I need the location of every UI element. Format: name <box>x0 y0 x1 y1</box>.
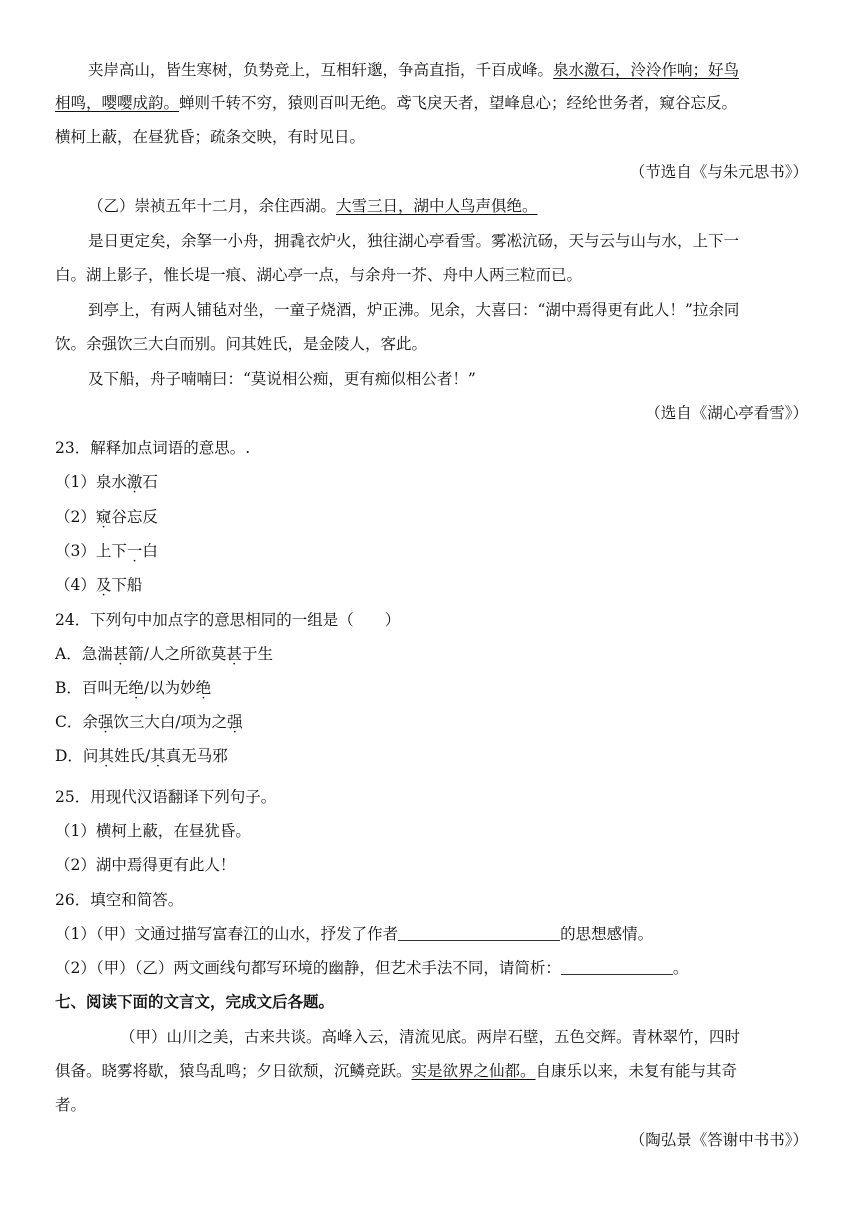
q23-item-3 <box>55 539 808 563</box>
text: （4） <box>55 576 96 594</box>
dotted-char: 其 <box>150 747 166 765</box>
passage-jia-source: （节选自《与朱元思书》） <box>629 163 808 181</box>
text: 夹岸高山，皆生寒树，负势竞上，互相轩邈，争高直指，千百成峰。 <box>88 61 554 79</box>
text: 白 <box>142 542 158 560</box>
q23-title: 23．解释加点词语的意思。. <box>55 439 251 457</box>
text: 。 <box>672 959 689 977</box>
text: 下船 <box>111 576 143 594</box>
dotted-char: 其 <box>98 747 114 765</box>
text: 箭/人之所欲莫 <box>128 645 227 663</box>
q23-item-4 <box>55 573 808 597</box>
q25-item-1: （1）横柯上蔽，在昼犹昏。 <box>55 822 251 840</box>
text: 石 <box>142 473 158 491</box>
dotted-char: 甚 <box>112 645 129 663</box>
text: （乙）崇祯五年十二月，余住西湖。 <box>88 197 337 215</box>
q26-title: 26．填空和简答。 <box>55 891 184 909</box>
underlined-sentence: 相鸣，嘤嘤成韵。 <box>55 94 180 112</box>
q24-option-d <box>55 744 808 768</box>
q26-item-2 <box>55 956 808 980</box>
text: 谷忘反 <box>111 508 158 526</box>
text: /以为妙 <box>143 679 196 697</box>
q24-option-a <box>55 642 808 666</box>
section-7-line-2 <box>55 1059 808 1083</box>
text: 的思想感情。 <box>560 925 654 943</box>
dotted-char: 及 <box>95 576 112 594</box>
text: 姓氏/ <box>113 747 151 765</box>
passage-yi-source: （选自《湖心亭看雪》） <box>645 404 808 422</box>
text: （2） <box>55 508 96 526</box>
text: 蝉则千转不穷，猿则百叫无绝。鸢飞戾天者，望峰息心；经纶世务者，窥谷忘反。 <box>179 94 738 112</box>
passage-jia-line-3: 横柯上蔽，在昼犹昏；疏条交映，有时见日。 <box>55 128 366 146</box>
text: 自康乐以来，未复有能与其奇 <box>535 1062 738 1080</box>
passage-yi-line-1 <box>88 194 808 218</box>
passage-yi-para-3b: 饮。余强饮三大白而别。问其姓氏，是金陵人，客此。 <box>55 335 428 353</box>
q24-title: 24．下列句中加点字的意思相同的一组是（ ） <box>55 611 401 629</box>
dotted-char: 激 <box>126 473 143 491</box>
q25-title: 25．用现代汉语翻译下列句子。 <box>55 788 277 806</box>
section-7-source: （陶弘景《答谢中书书》） <box>629 1131 808 1149</box>
passage-yi-para-3a: 到亭上，有两人铺毡对坐，一童子烧酒，炉正沸。见余，大喜曰：“湖中焉得更有此人！”拉余同 <box>88 301 740 319</box>
section-7-line-1: （甲）山川之美，古来共谈。高峰入云，清流见底。两岸石壁，五色交辉。青林翠竹，四时 <box>120 1028 741 1046</box>
text: A．急湍 <box>55 645 113 663</box>
underlined-sentence: 大雪三日，湖中人鸟声俱绝。 <box>336 197 538 215</box>
answer-blank[interactable] <box>398 924 560 941</box>
text: 饮三大白/项为之 <box>113 713 228 731</box>
text: C．余 <box>55 713 98 731</box>
dotted-char: 强 <box>97 713 114 731</box>
q24-option-c <box>55 710 808 734</box>
section-7-line-3: 者。 <box>55 1096 87 1114</box>
q23-item-2 <box>55 505 808 529</box>
passage-yi-para-4: 及下船，舟子喃喃曰：“莫说相公痴，更有痴似相公者！” <box>88 370 476 388</box>
dotted-char: 一 <box>126 542 143 560</box>
q24-option-b <box>55 676 808 700</box>
text: （1）泉水 <box>55 473 127 491</box>
q25-item-2: （2）湖中焉得更有此人！ <box>55 856 236 874</box>
dotted-char: 窥 <box>95 508 112 526</box>
dotted-char: 绝 <box>195 679 212 697</box>
text: 于生 <box>241 645 273 663</box>
text: B．百叫无 <box>55 679 129 697</box>
underlined-sentence: 实是欲界之仙都。 <box>411 1062 536 1080</box>
passage-yi-para-2b: 白。湖上影子，惟长堤一痕、湖心亭一点，与余舟一芥、舟中人两三粒而已。 <box>55 266 583 284</box>
text: （2）（甲）（乙）两文画线句都写环境的幽静，但艺术手法不同，请简析： <box>55 959 561 977</box>
text: D．问 <box>55 747 99 765</box>
text: （1）（甲）文通过描写富春江的山水，抒发了作者 <box>55 925 399 943</box>
underlined-sentence: 泉水激石，泠泠作响；好鸟 <box>553 61 740 79</box>
section-7-heading: 七、阅读下面的文言文，完成文后各题。 <box>55 992 335 1011</box>
q23-item-1 <box>55 470 808 494</box>
dotted-char: 强 <box>227 713 243 731</box>
q26-item-1 <box>55 922 808 946</box>
answer-blank[interactable] <box>561 958 673 975</box>
text: （3）上下 <box>55 542 127 560</box>
passage-yi-para-2a: 是日更定矣，余拏一小舟，拥毳衣炉火，独往湖心亭看雪。雾凇沆砀，天与云与山与水，上下一 <box>88 232 740 250</box>
passage-jia-line-1 <box>88 58 808 82</box>
text: 真无马邪 <box>165 747 228 765</box>
passage-jia-line-2 <box>55 91 808 115</box>
text: 俱备。晓雾将歇，猿鸟乱鸣；夕日欲颓，沉鳞竞跃。 <box>55 1062 412 1080</box>
dotted-char: 甚 <box>226 645 242 663</box>
dotted-char: 绝 <box>128 679 144 697</box>
